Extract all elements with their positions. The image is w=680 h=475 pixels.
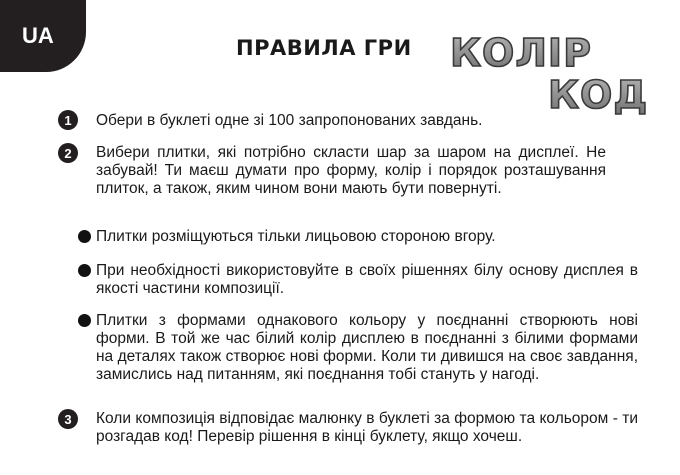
rule-number-1: 1 xyxy=(58,110,78,130)
rule-2-text: Вибери плитки, які потрібно скласти шар за шаром на дисплеї. Не забувай! Ти маєш думати про форму, колір і порядок розташування плиток, а також, яким чином вони мають бути повернуті. xyxy=(96,144,606,197)
bullet-dot-1 xyxy=(78,230,91,243)
rule-3-text: Коли композиція відповідає малюнку в буклеті за формою та кольором - ти розгадав код! Перевір рішення в кінці буклету, якщо хочеш. xyxy=(96,410,638,445)
bullet-3-text: Плитки з формами однакового кольору у поєднанні створюють нові форми. В той же час білий колір дисплею в поєднанні з білими формами на деталях також створює нові форми. Коли ти дивишся на своє завдання, замислись над питанням, які поєднання тобі стануть у нагоді. xyxy=(96,312,638,383)
bullet-dot-3 xyxy=(78,314,91,327)
bullet-1-text: Плитки розміщуються тільки лицьовою стороною вгору. xyxy=(96,228,496,245)
logo-line2: КОД xyxy=(548,73,649,117)
language-badge-label: UA xyxy=(22,23,54,48)
bullet-dot-2 xyxy=(78,264,91,277)
language-badge xyxy=(0,0,86,72)
rule-1-text: Обери в буклеті одне зі 100 запропонованих завдань. xyxy=(96,112,483,129)
rule-number-2: 2 xyxy=(58,143,78,163)
bullet-2-text: При необхідності використовуйте в своїх рішеннях білу основу дисплея в якості частини композиції. xyxy=(96,262,638,297)
rule-number-3: 3 xyxy=(58,409,78,429)
logo-line1: КОЛІР xyxy=(450,31,592,75)
page-title: ПРАВИЛА ГРИ xyxy=(236,36,412,60)
game-logo xyxy=(448,30,649,117)
